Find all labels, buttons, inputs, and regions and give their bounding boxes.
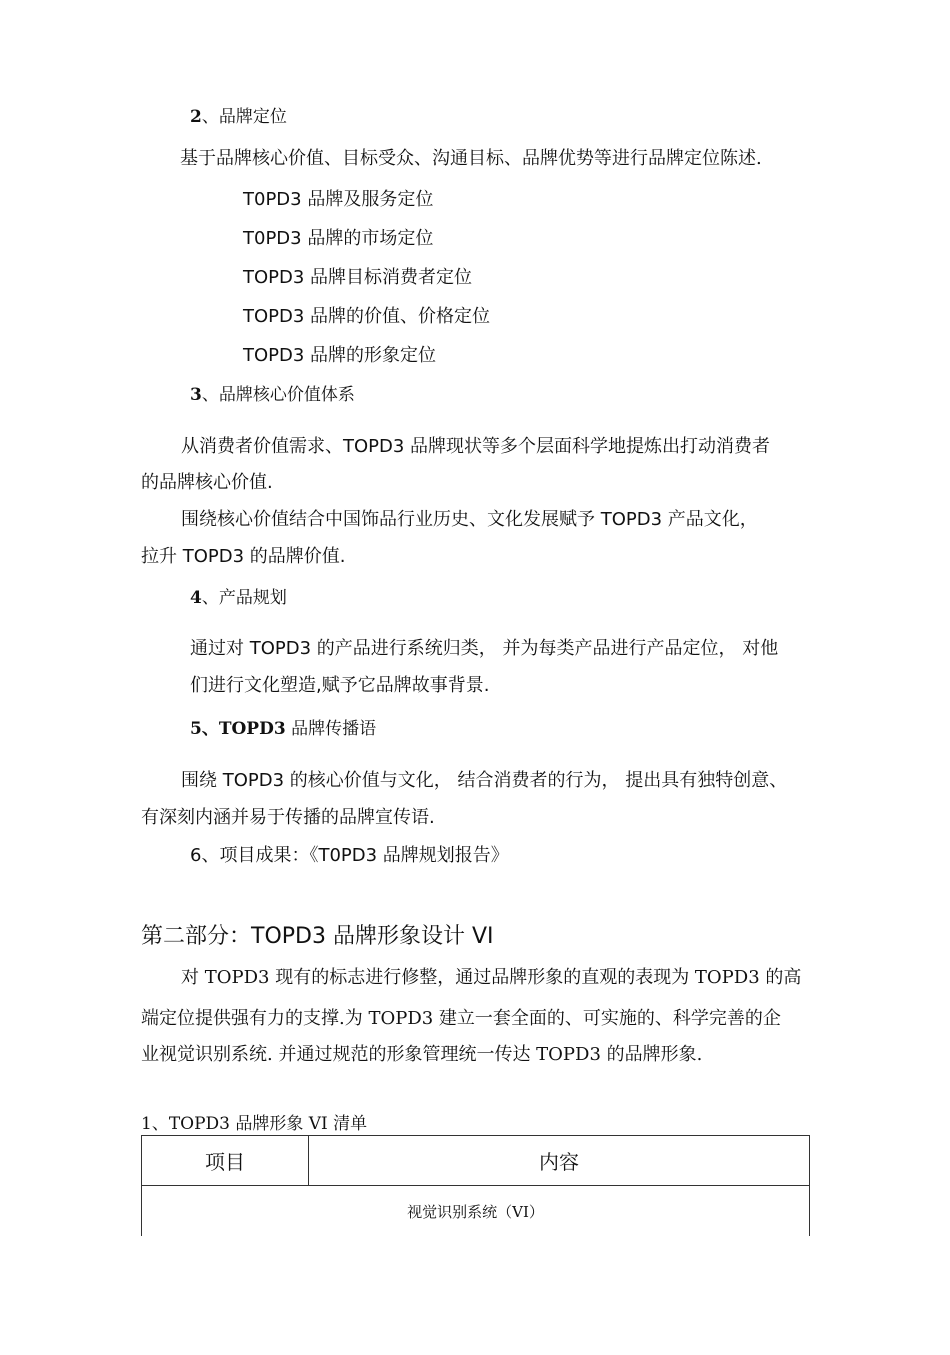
section-3-para1-line2: 的品牌核心价值. [141,472,273,493]
section-4-heading [190,590,287,607]
section-5-line1: 围绕 TOPD3 的核心价值与文化， 结合消费者的行为， 提出具有独特创意、 [181,770,788,791]
section-4-line2: 们进行文化塑造,赋予它品牌故事背景. [190,675,490,696]
section-3-para1-line1: 从消费者价值需求、TOPD3 品牌现状等多个层面科学地提炼出打动消费者 [181,436,771,457]
section-4-line1: 通过对 TOPD3 的产品进行系统归类， 并为每类产品进行产品定位， 对他 [190,638,779,659]
column-header-content: 内容 [309,1136,810,1186]
table-header-row [142,1136,810,1186]
positioning-item: TOPD3 品牌目标消费者定位 [243,267,473,288]
section-3-para2-line1: 围绕核心价值结合中国饰品行业历史、文化发展赋予 TOPD3 产品文化， [181,509,758,530]
section-5-heading [190,721,376,738]
vi-list-table [141,1135,810,1355]
section-5-title: 品牌传播语 [285,719,377,739]
section-2-number: 2 [190,107,202,127]
positioning-item: T0PD3 品牌的市场定位 [243,228,434,249]
column-header-item: 项目 [142,1136,309,1186]
section-2-title: 、品牌定位 [201,107,287,127]
section-4-title: 、产品规划 [201,588,287,608]
section-2-heading [190,109,287,126]
section-3-number: 3 [190,385,202,405]
table-row [142,1186,810,1237]
section-4-number: 4 [190,588,202,608]
section-3-para2-line2: 拉升 TOPD3 的品牌价值. [141,546,346,567]
section-5-brand: 、TOPD3 [201,719,286,739]
positioning-item: TOPD3 品牌的形象定位 [243,345,437,366]
part-2-line2: 端定位提供强有力的支撑.为 TOPD3 建立一套全面的、可实施的、科学完善的企 [141,1008,781,1029]
section-3-title: 、品牌核心价值体系 [201,385,355,405]
section-6-result: 6、项目成果：《T0PD3 品牌规划报告》 [190,845,509,866]
vi-section-row: 视觉识别系统（VI） [142,1186,810,1237]
part-2-line1: 对 TOPD3 现有的标志进行修整，通过品牌形象的直观的表现为 TOPD3 的高 [181,967,802,988]
section-5-line2: 有深刻内涵并易于传播的品牌宣传语. [141,807,435,828]
section-5-number: 5 [190,719,202,739]
part-2-line3: 业视觉识别系统. 并通过规范的形象管理统一传达 TOPD3 的品牌形象. [141,1044,703,1065]
part-2-title: 第二部分：TOPD3 品牌形象设计 VI [141,924,494,949]
positioning-item: T0PD3 品牌及服务定位 [243,189,434,210]
section-3-heading [190,387,355,404]
section-2-intro: 基于品牌核心价值、目标受众、沟通目标、品牌优势等进行品牌定位陈述. [180,148,762,169]
vi-list-caption: 1、TOPD3 品牌形象 VI 清单 [141,1114,368,1134]
positioning-item: TOPD3 品牌的价值、价格定位 [243,306,491,327]
